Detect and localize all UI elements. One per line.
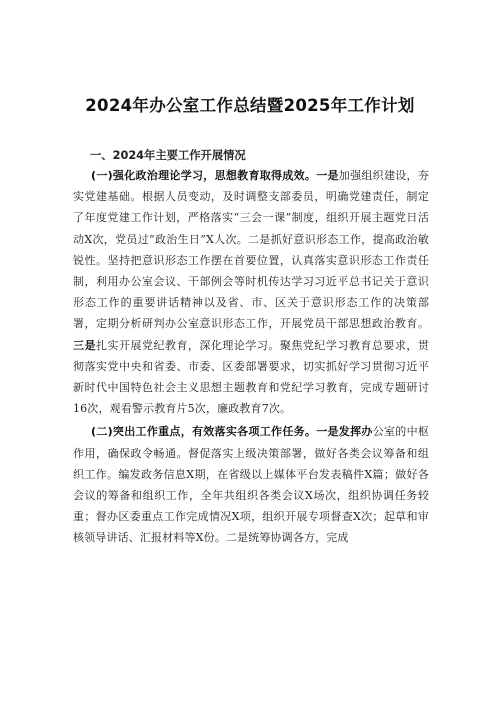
paragraph-2-text: 公室的中枢作用，确保政令畅通。督促落实上级决策部署，做好各类会议筹备和组织工作。编发政务信息X期，在省级以上媒体平台发表稿件X篇；做好各会议的筹备和组织工作，全年共组织各类会议X场次，组织协调任务较重；督办区委重点工作完成情况X项，组织开展专项督查X次；起草和审核领导讲话、汇报材料等X份。二是统筹协调各方，完成 [73, 425, 430, 545]
paragraph-2 [73, 421, 429, 548]
paragraph-1-text-2: 扎实开展党纪教育，深化理论学习。聚焦党纪学习教育总要求，贯彻落实党中央和省委、市委、区委部署要求，切实抓好学习贯彻习近平新时代中国特色社会主义思想主题教育和党纪学习教育，完成专题研讨16次，观看警示教育片5次，廉政教育7次。 [73, 338, 429, 416]
paragraph-2-lead: (二)突出工作重点，有效落实各项工作任务。一是发挥办 [91, 425, 373, 439]
paragraph-1-lead-2: 三是 [73, 338, 96, 352]
section-heading: 一、2024年主要工作开展情况 [90, 149, 246, 162]
paragraph-1-lead: (一)强化政治理论学习，思想教育取得成效。一是 [91, 169, 339, 182]
document-title: 2024年办公室工作总结暨2025年工作计划 [85, 96, 415, 115]
paragraph-1 [73, 165, 429, 419]
paragraph-1-text: 加强组织建设，夯实党建基础。根据人员变动，及时调整支部委员，明确党建责任，制定了年度党建工作计划，严格落实“三会一课”制度，组织开展主题党日活动X次，党员过“政治生日”X人次。二是抓好意识形态工作，提高政治敏锐性。坚持把意识形态工作摆在首要位置，认真落实意识形态工作责任制，利用办公室会议、干部例会等时机传达学习习近平总书记关于意识形态工作的重要讲话精神以及省、市、区关于意识形态工作的决策部署，定期分析研判办公室意识形态工作，开展党员干部思想政治教育。 [73, 169, 429, 331]
document-body [73, 165, 429, 551]
